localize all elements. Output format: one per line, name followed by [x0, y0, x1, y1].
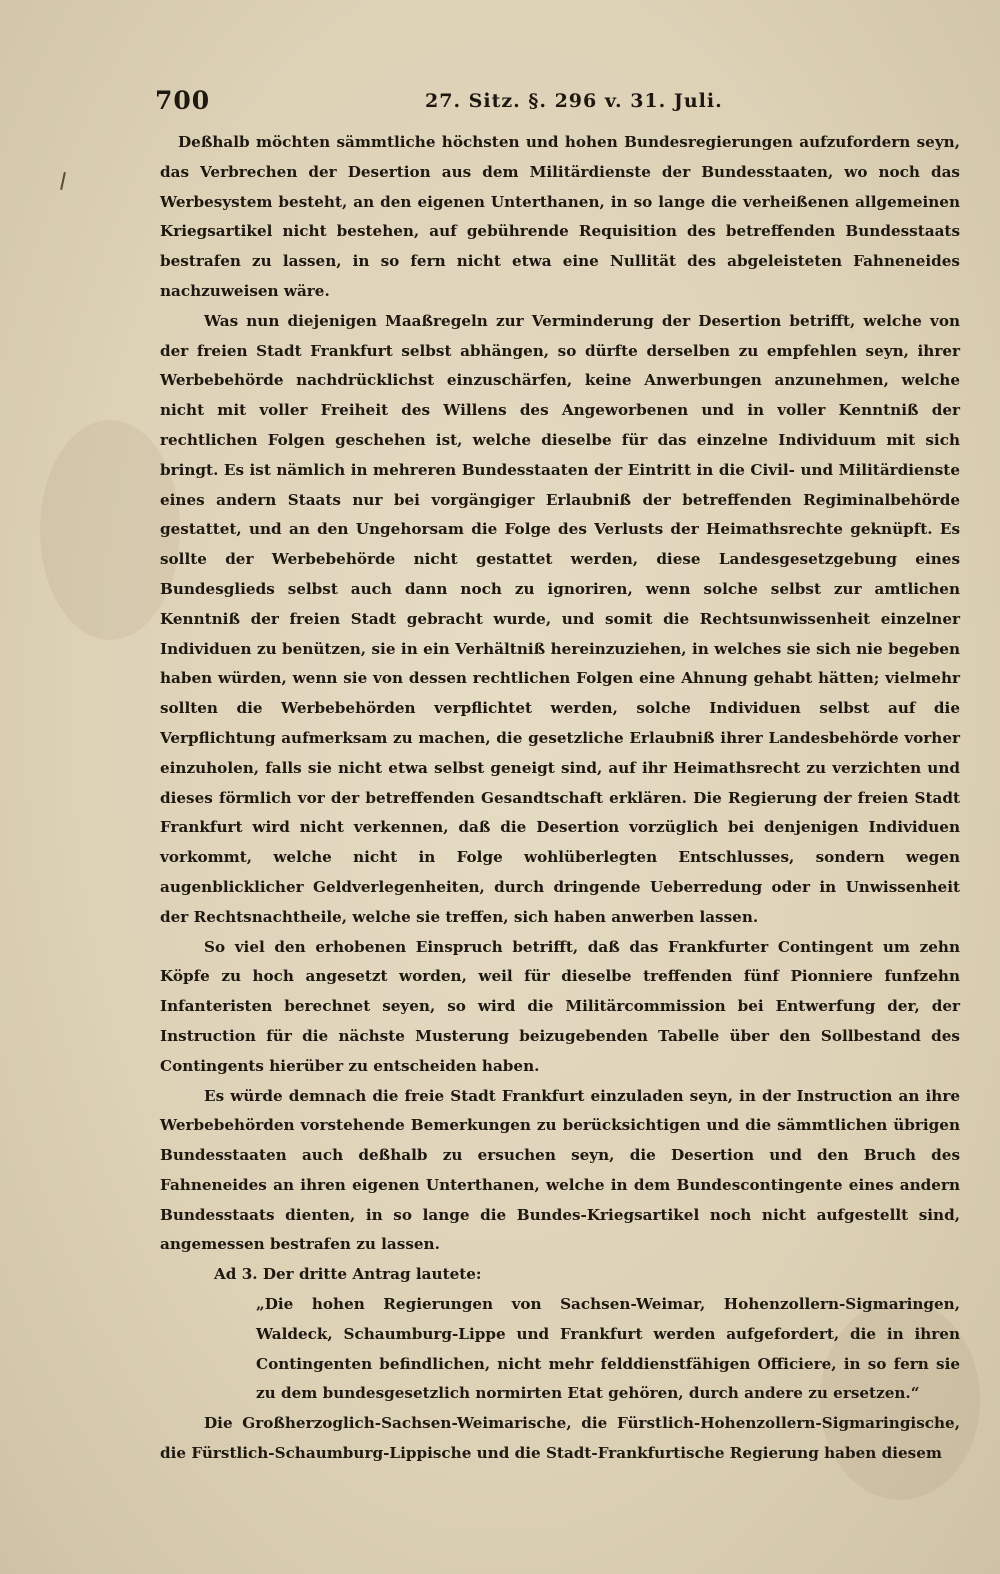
- body-text: [160, 128, 960, 1469]
- paragraph-contingent-objection: So viel den erhobenen Einspruch betrifft, daß das Frankfurter Contingent um zehn Köpfe zu hoch angesetzt worden, weil für dieselbe treffenden fünf Pionniere funfzehn Infanteristen berechnet seyen, so wird die Militärcommission bei Entwerfung der, der Instruction für die nächste Musterung beizugebenden Tabelle über den Sollbestand des Contingents hierüber zu entscheiden haben.: [160, 937, 960, 1075]
- paper-stain: [40, 420, 180, 640]
- margin-mark: [60, 172, 66, 190]
- page-number: 700: [155, 86, 211, 115]
- ad3-intro: Ad 3. Der dritte Antrag lautete:: [214, 1265, 482, 1284]
- ad3-quote: „Die hohen Regierungen von Sachsen-Weimar, Hohenzollern-Sigmaringen, Waldeck, Schaumburg-Lippe und Frankfurt werden aufgefordert, die in ihren Contingenten befindlichen, nicht mehr felddienstfähigen Officiere, in so fern sie zu dem bundesgesetzlich normirten Etat gehören, durch andere zu ersetzen.“: [256, 1295, 960, 1403]
- running-head: 27. Sitz. §. 296 v. 31. Juli.: [425, 90, 723, 112]
- page-header: [155, 86, 955, 126]
- paragraph-conclusion: Es würde demnach die freie Stadt Frankfurt einzuladen seyn, in der Instruction an ihre Werbebehörden vorstehende Bemerkungen zu berücksichtigen und die sämmtlichen übrigen Bundesstaaten auch deßhalb zu ersuchen seyn, die Desertion und den Bruch des Fahneneides an ihren eigenen Unterthanen, welche in dem Bundescontingente eines andern Bundesstaats dienten, in so lange die Bundes-Kriegsartikel noch nicht aufgestellt sind, angemessen bestrafen zu lassen.: [160, 1086, 960, 1254]
- paragraph-frankfurt-measures: Was nun diejenigen Maaßregeln zur Verminderung der Desertion betrifft, welche von der freien Stadt Frankfurt selbst abhängen, so dürfte derselben zu empfehlen seyn, ihrer Werbebehörde nachdrücklichst einzuschärfen, keine Anwerbungen anzunehmen, welche nicht mit voller Freiheit des Willens des Angeworbenen und in voller Kenntniß der rechtlichen Folgen geschehen ist, welche dieselbe für das einzelne Individuum mit sich bringt. Es ist nämlich in mehreren Bundesstaaten der Eintritt in die Civil- und Militärdienste eines andern Staats nur bei vorgängiger Erlaubniß der betreffenden Regiminalbehörde gestattet, und an den Ungehorsam die Folge des Verlusts der Heimathsrechte geknüpft. Es sollte der Werbebehörde nicht gestattet werden, diese Landesgesetzgebung eines Bundesglieds selbst auch dann noch zu ignoriren, wenn solche selbst zur amtlichen Kenntniß der freien Stadt gebracht wurde, und somit die Rechtsunwissenheit einzelner Individuen zu benützen, sie in ein Verhältniß hereinzuziehen, in welches sie sich nie begeben haben würden, wenn sie von dessen rechtlichen Folgen eine Ahnung gehabt hätten; vielmehr sollten die Werbebehörden verpflichtet werden, solche Individuen selbst auf die Verpflichtung aufmerksam zu machen, die gesetzliche Erlaubniß ihrer Landesbehörde vorher einzuholen, falls sie nicht etwa selbst geneigt sind, auf ihr Heimathsrecht zu verzichten und dieses förmlich vor der betreffenden Gesandtschaft erklären. Die Regierung der freien Stadt Frankfurt wird nicht verkennen, daß die Desertion vorzüglich bei denjenigen Individuen vorkommt, welche nicht in Folge wohlüberlegten Entschlusses, sondern wegen augenblicklicher Geldverlegenheiten, durch dringende Ueberredung oder in Unwissenheit der Rechtsnachtheile, welche sie treffen, sich haben anwerben lassen.: [160, 311, 960, 926]
- paragraph-desertion-punishment: Deßhalb möchten sämmtliche höchsten und hohen Bundesregierungen aufzufordern seyn, das Verbrechen der Desertion aus dem Militärdienste der Bundesstaaten, wo noch das Werbesystem besteht, an den eigenen Unterthanen, in so lange die verheißenen allgemeinen Kriegsartikel nicht bestehen, auf gebührende Requisition des betreffenden Bundesstaats bestrafen zu lassen, in so fern nicht etwa eine Nullität des abgeleisteten Fahneneides nachzuweisen wäre.: [160, 133, 960, 300]
- closing-paragraph: Die Großherzoglich-Sachsen-Weimarische, die Fürstlich-Hohenzollern-Sigmaringische, die Fürstlich-Schaumburg-Lippische und die Stadt-Frankfurtische Regierung haben diesem: [160, 1414, 960, 1463]
